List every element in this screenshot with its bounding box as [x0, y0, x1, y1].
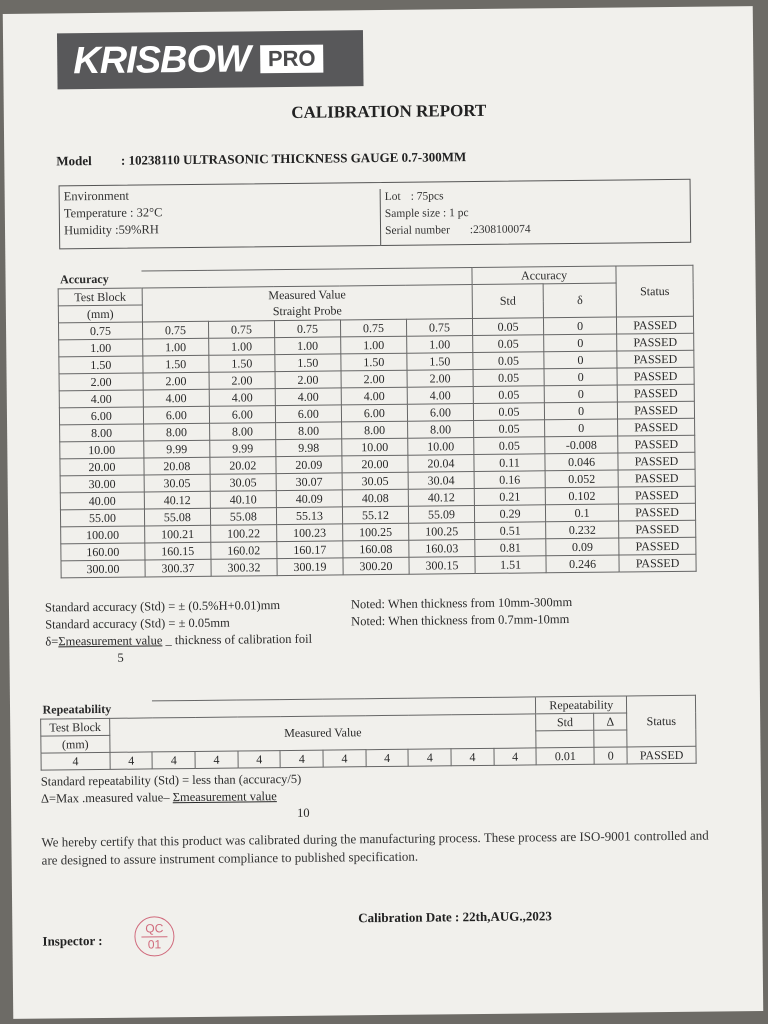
repeatability-cell: 0.01 — [536, 747, 594, 765]
accuracy-cell: 2.00 — [143, 372, 209, 390]
accuracy-cell: 0.05 — [473, 369, 544, 387]
accuracy-cell: 55.09 — [408, 506, 474, 524]
accuracy-section — [57, 265, 696, 579]
accuracy-cell: 40.12 — [408, 489, 474, 507]
accuracy-cell: 160.03 — [409, 540, 475, 558]
status-cell: PASSED — [618, 435, 695, 453]
repeatability-cell: 4 — [408, 749, 451, 766]
status-cell: PASSED — [619, 537, 696, 555]
accuracy-cell: 30.07 — [276, 473, 342, 491]
accuracy-cell: 0.05 — [473, 386, 544, 404]
accuracy-cell: 1.00 — [275, 337, 341, 355]
accuracy-cell: 6.00 — [275, 405, 341, 423]
accuracy-cell: 6.00 — [59, 407, 143, 425]
accuracy-cell: 20.09 — [276, 456, 342, 474]
accuracy-cell: 0.75 — [208, 321, 274, 339]
accuracy-cell: 300.15 — [409, 557, 475, 575]
accuracy-cell: 6.00 — [407, 404, 473, 422]
repeatability-cell: 4 — [152, 751, 195, 768]
rep-status-header: Status — [627, 695, 696, 747]
accuracy-cell: 0.16 — [474, 471, 545, 489]
lot-value: : 75pcs — [410, 190, 444, 203]
accuracy-cell: 160.15 — [145, 542, 211, 560]
accuracy-cell: 55.08 — [210, 508, 276, 526]
accuracy-cell: -0.008 — [545, 436, 618, 454]
accuracy-cell: 300.20 — [343, 557, 409, 575]
accuracy-cell: 0.102 — [545, 487, 618, 505]
accuracy-cell: 100.22 — [210, 525, 276, 543]
accuracy-cell: 4.00 — [341, 387, 407, 405]
qc-stamp: QC 01 — [134, 916, 174, 956]
accuracy-cell: 0 — [544, 351, 617, 369]
accuracy-cell: 20.04 — [408, 455, 474, 473]
rep-status-cell: PASSED — [627, 746, 696, 764]
rep-delta-formula: Δ=Max .measured value– Σmeasurement value — [40, 789, 277, 806]
accuracy-cell: 55.08 — [144, 508, 210, 526]
rep-std-header: Std — [536, 713, 594, 731]
accuracy-cell: 300.32 — [211, 559, 277, 577]
std-header: Std — [472, 284, 543, 319]
repeatability-section-title: Repeatability — [42, 702, 112, 717]
accuracy-cell: 30.05 — [210, 474, 276, 492]
accuracy-cell: 20.08 — [144, 457, 210, 475]
std-accuracy-line-2: Standard accuracy (Std) = ± 0.05mm — [45, 615, 230, 632]
status-cell: PASSED — [617, 384, 694, 402]
accuracy-cell: 8.00 — [143, 423, 209, 441]
accuracy-cell: 20.02 — [210, 457, 276, 475]
repeatability-notes — [41, 771, 310, 825]
accuracy-cell: 0.05 — [474, 420, 545, 438]
accuracy-cell: 2.00 — [341, 370, 407, 388]
accuracy-cell: 20.00 — [342, 455, 408, 473]
accuracy-section-title: Accuracy — [59, 272, 109, 287]
status-cell: PASSED — [617, 350, 694, 368]
accuracy-cell: 0.21 — [474, 488, 545, 506]
model-value: : 10238110 ULTRASONIC THICKNESS GAUGE 0.7-300MM — [120, 149, 467, 168]
serial-value: :2308100074 — [469, 223, 531, 237]
accuracy-cell: 4.00 — [275, 388, 341, 406]
accuracy-table — [57, 265, 696, 579]
accuracy-cell: 4.00 — [143, 389, 209, 407]
status-cell: PASSED — [619, 554, 696, 572]
accuracy-cell: 1.00 — [209, 338, 275, 356]
accuracy-cell: 40.09 — [276, 490, 342, 508]
accuracy-cell: 0.05 — [473, 335, 544, 353]
repeatability-cell: 0 — [594, 747, 627, 764]
accuracy-cell: 4.00 — [59, 390, 143, 408]
accuracy-cell: 0.1 — [546, 504, 619, 522]
straight-probe-header: Straight Probe — [142, 302, 472, 322]
accuracy-cell: 30.05 — [342, 472, 408, 490]
mm-header: (mm) — [58, 305, 142, 323]
accuracy-cell: 160.08 — [343, 540, 409, 558]
accuracy-cell: 1.50 — [341, 353, 407, 371]
status-cell: PASSED — [617, 333, 694, 351]
accuracy-cell: 100.25 — [409, 523, 475, 541]
report-title: CALIBRATION REPORT — [291, 100, 487, 122]
accuracy-cell: 0.51 — [475, 522, 546, 540]
repeatability-section — [40, 695, 697, 771]
accuracy-cell: 2.00 — [209, 372, 275, 390]
accuracy-cell: 0.046 — [545, 453, 618, 471]
repeatability-cell: 4 — [451, 748, 494, 765]
accuracy-cell: 2.00 — [407, 370, 473, 388]
delta-denominator: 5 — [117, 650, 124, 665]
accuracy-cell: 10.00 — [408, 438, 474, 456]
std-accuracy-line-1: Standard accuracy (Std) = ± (0.5%H+0.01)mm — [44, 598, 281, 615]
accuracy-cell: 8.00 — [407, 421, 473, 439]
status-cell: PASSED — [619, 503, 696, 521]
environment-box — [59, 179, 692, 250]
accuracy-cell: 300.37 — [145, 559, 211, 577]
accuracy-cell: 0.29 — [474, 505, 545, 523]
accuracy-cell: 1.00 — [59, 339, 143, 357]
accuracy-cell: 8.00 — [209, 423, 275, 441]
accuracy-cell: 0 — [545, 419, 618, 437]
accuracy-cell: 6.00 — [209, 406, 275, 424]
brand-name: KRISBOW — [73, 37, 251, 82]
accuracy-cell: 0.232 — [546, 521, 619, 539]
brand-suffix: PRO — [260, 45, 324, 74]
status-cell: PASSED — [618, 486, 695, 504]
accuracy-cell: 10.00 — [342, 438, 408, 456]
accuracy-cell: 55.00 — [60, 509, 144, 527]
accuracy-cell: 1.50 — [209, 355, 275, 373]
accuracy-cell: 1.50 — [143, 355, 209, 373]
accuracy-cell: 4.00 — [209, 389, 275, 407]
delta-numerator: Σmeasurement value — [58, 633, 163, 649]
noted-line-2: Noted: When thickness from 0.7mm-10mm — [351, 612, 570, 629]
accuracy-cell: 8.00 — [275, 422, 341, 440]
status-cell: PASSED — [617, 401, 694, 419]
accuracy-cell: 0.05 — [474, 437, 545, 455]
accuracy-cell: 0.05 — [473, 352, 544, 370]
accuracy-cell: 100.21 — [144, 525, 210, 543]
accuracy-cell: 20.00 — [60, 458, 144, 476]
rep-measured-value-header: Measured Value — [109, 714, 536, 752]
accuracy-cell: 1.51 — [475, 556, 546, 574]
accuracy-cell: 2.00 — [275, 371, 341, 389]
accuracy-cell: 160.02 — [211, 542, 277, 560]
accuracy-cell: 160.17 — [277, 541, 343, 559]
accuracy-cell: 10.00 — [60, 441, 144, 459]
status-cell: PASSED — [617, 316, 694, 334]
accuracy-cell: 40.12 — [144, 491, 210, 509]
brand-logo — [57, 30, 364, 89]
temperature-text: Temperature : 32°C — [63, 205, 163, 221]
accuracy-cell: 160.00 — [61, 543, 145, 561]
repeatability-header: Repeatability — [536, 696, 627, 714]
accuracy-cell: 300.19 — [277, 558, 343, 576]
inspector-label: Inspector : — [42, 932, 103, 949]
calibration-date: Calibration Date : 22th,AUG.,2023 — [358, 908, 552, 926]
accuracy-notes — [45, 594, 573, 668]
std-repeatability-line: Standard repeatability (Std) = less than (accuracy/5) — [40, 771, 302, 789]
accuracy-cell: 100.25 — [343, 523, 409, 541]
accuracy-cell: 300.00 — [61, 560, 145, 578]
accuracy-cell: 4.00 — [407, 387, 473, 405]
accuracy-cell: 0 — [544, 317, 617, 335]
accuracy-cell: 0.75 — [142, 321, 208, 339]
repeatability-cell: 4 — [494, 748, 537, 765]
accuracy-cell: 1.50 — [59, 356, 143, 374]
accuracy-cell: 0.75 — [274, 320, 340, 338]
noted-line-1: Noted: When thickness from 10mm-300mm — [350, 595, 573, 612]
accuracy-cell: 40.00 — [60, 492, 144, 510]
delta-header: δ — [543, 283, 616, 318]
accuracy-cell: 0.75 — [406, 319, 472, 337]
repeatability-cell: 4 — [41, 752, 110, 770]
repeatability-table — [40, 695, 697, 771]
accuracy-cell: 6.00 — [341, 404, 407, 422]
accuracy-cell: 1.00 — [142, 338, 208, 356]
status-header: Status — [616, 265, 693, 317]
accuracy-cell: 1.00 — [407, 336, 473, 354]
accuracy-cell: 30.05 — [144, 474, 210, 492]
accuracy-cell: 0 — [544, 368, 617, 386]
status-cell: PASSED — [618, 452, 695, 470]
status-cell: PASSED — [617, 367, 694, 385]
repeatability-cell: 4 — [195, 751, 238, 768]
accuracy-cell: 30.00 — [60, 475, 144, 493]
accuracy-cell: 40.08 — [342, 489, 408, 507]
repeatability-cell: 4 — [110, 752, 153, 769]
accuracy-cell: 55.12 — [342, 506, 408, 524]
rep-test-block-header: Test Block — [41, 718, 110, 736]
status-cell: PASSED — [619, 520, 696, 538]
accuracy-cell: 100.00 — [61, 526, 145, 544]
accuracy-header: Accuracy — [472, 266, 616, 285]
model-line — [56, 149, 466, 169]
rep-delta-header: Δ — [594, 713, 627, 730]
measured-value-header: Measured Value — [142, 285, 472, 305]
repeatability-cell: 4 — [280, 750, 323, 767]
lot-label: Lot — [384, 190, 401, 203]
accuracy-cell: 0.75 — [58, 322, 142, 340]
accuracy-cell: 0 — [544, 402, 617, 420]
accuracy-cell: 30.04 — [408, 472, 474, 490]
accuracy-cell: 0 — [544, 385, 617, 403]
repeatability-cell: 4 — [366, 749, 409, 766]
accuracy-cell: 0.05 — [473, 403, 544, 421]
test-block-header: Test Block — [58, 288, 142, 306]
accuracy-cell: 40.10 — [210, 491, 276, 509]
accuracy-cell: 2.00 — [59, 373, 143, 391]
accuracy-cell: 0.09 — [546, 538, 619, 556]
accuracy-cell: 0.246 — [546, 555, 619, 573]
report-sheet — [3, 6, 763, 1019]
serial-label: Serial number — [384, 224, 450, 237]
certification-text: We hereby certify that this product was calibrated during the manufacturing process. These process are ISO-9001 controlled and are designed to assure instrument compliance to published specification. — [41, 827, 709, 868]
model-label: Model — [56, 153, 92, 169]
accuracy-cell: 0.11 — [474, 454, 545, 472]
accuracy-cell: 0 — [544, 334, 617, 352]
rep-mm-header: (mm) — [41, 735, 110, 753]
accuracy-cell: 9.98 — [276, 439, 342, 457]
accuracy-cell: 55.13 — [276, 507, 342, 525]
accuracy-cell: 1.50 — [407, 353, 473, 371]
rep-delta-denominator: 10 — [297, 805, 310, 820]
repeatability-cell: 4 — [323, 750, 366, 767]
accuracy-cell: 8.00 — [60, 424, 144, 442]
accuracy-cell: 100.23 — [276, 524, 342, 542]
sample-size-text: Sample size : 1 pc — [384, 207, 469, 220]
environment-title: Environment — [63, 188, 130, 204]
accuracy-cell: 1.00 — [341, 336, 407, 354]
accuracy-cell: 0.81 — [475, 539, 546, 557]
accuracy-cell: 6.00 — [143, 406, 209, 424]
repeatability-cell: 4 — [238, 751, 281, 768]
status-cell: PASSED — [618, 469, 695, 487]
accuracy-cell: 9.99 — [144, 440, 210, 458]
accuracy-cell: 1.50 — [275, 354, 341, 372]
accuracy-cell: 0.05 — [472, 318, 543, 336]
delta-formula: δ=Σmeasurement value _ thickness of calibration foil — [45, 631, 313, 649]
accuracy-cell: 8.00 — [341, 421, 407, 439]
accuracy-cell: 0.75 — [340, 319, 406, 337]
humidity-text: Humidity :59%RH — [63, 222, 159, 238]
accuracy-cell: 9.99 — [210, 440, 276, 458]
status-cell: PASSED — [618, 418, 695, 436]
accuracy-cell: 0.052 — [545, 470, 618, 488]
